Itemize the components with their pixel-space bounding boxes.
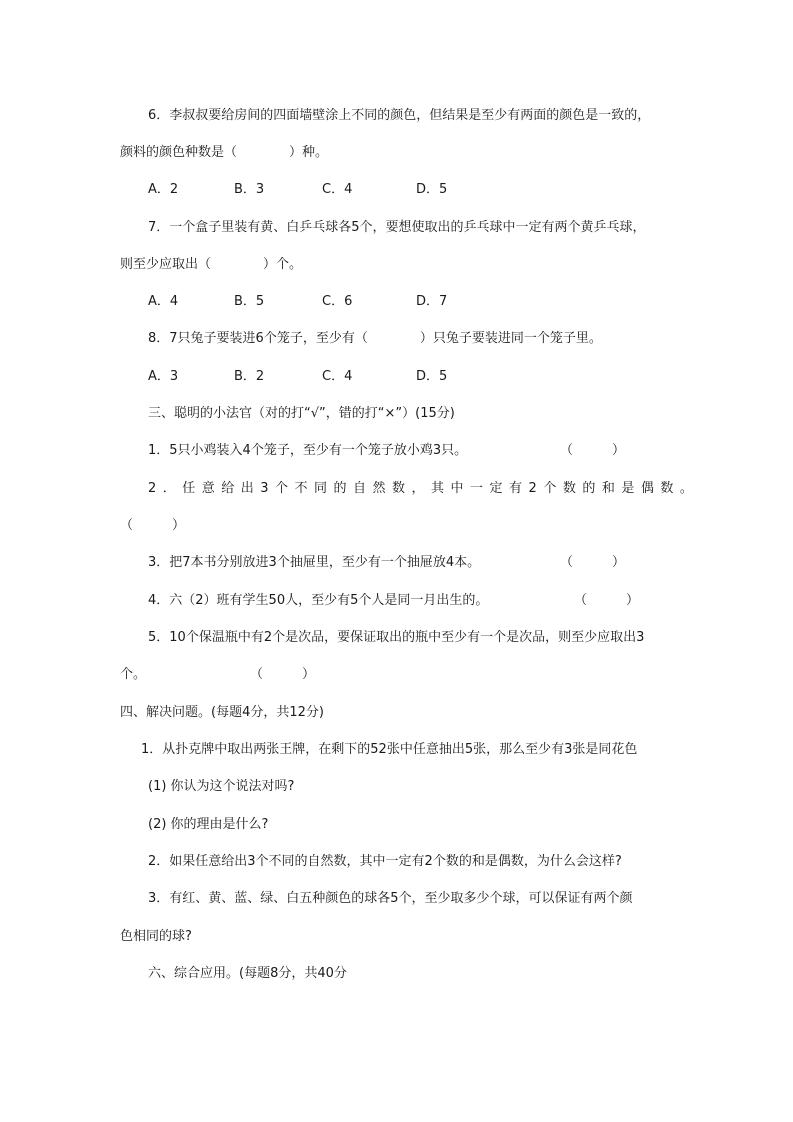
- q6-option-d: D．5: [416, 182, 448, 197]
- q7-option-d: D．7: [416, 294, 448, 309]
- q8-option-a: A．3: [148, 369, 179, 384]
- section3-item2-bracket: （ ）: [120, 518, 186, 533]
- section3-item5-text2: 个。: [120, 667, 147, 682]
- section4-q3-line1: 3．有红、黄、蓝、绿、白五种颜色的球各5个，至少取多少个球，可以保证有两个颜: [148, 891, 633, 906]
- section4-q3-line2: 色相同的球?: [120, 929, 192, 944]
- q6-line2: 颜料的颜色种数是（ ）种。: [120, 145, 329, 160]
- q7-line2: 则至少应取出（ ）个。: [120, 257, 303, 272]
- section3-item3-text: 3．把7本书分别放进3个抽屉里，至少有一个抽屉放4本。: [148, 555, 481, 570]
- section6-title: 六、综合应用。(每题8分，共40分: [148, 966, 347, 981]
- q6-line1: 6．李叔叔要给房间的四面墙壁涂上不同的颜色，但结果是至少有两面的颜色是一致的，: [148, 108, 651, 123]
- section4-q1-sub1: (1) 你认为这个说法对吗?: [148, 779, 295, 794]
- q8-line1: 8．7只兔子要装进6个笼子，至少有（ ）只兔子要装进同一个笼子里。: [148, 331, 602, 346]
- q7-option-c: C．6: [322, 294, 353, 309]
- section4-title: 四、解决问题。(每题4分，共12分): [120, 705, 324, 720]
- section3-item5-text: 5．10个保温瓶中有2个是次品，要保证取出的瓶中至少有一个是次品，则至少应取出3: [148, 630, 645, 645]
- section4-q1: 1．从扑克牌中取出两张王牌，在剩下的52张中任意抽出5张，那么至少有3张是同花色: [141, 742, 638, 757]
- section3-item2-text: 2．任意给出3个不同的自然数，其中一定有2个数的和是偶数。: [148, 481, 700, 496]
- q6-option-c: C．4: [322, 182, 353, 197]
- section3-title: 三、聪明的小法官（对的打“√”，错的打“×”）(15分): [148, 406, 455, 421]
- q7-option-a: A．4: [148, 294, 179, 309]
- q8-option-c: C．4: [322, 369, 353, 384]
- q7-option-b: B．5: [234, 294, 265, 309]
- section3-item4-text: 4．六（2）班有学生50人，至少有5个人是同一月出生的。: [148, 593, 489, 608]
- q6-option-a: A．2: [148, 182, 179, 197]
- section3-item1-text: 1．5只小鸡装入4个笼子，至少有一个笼子放小鸡3只。: [148, 443, 468, 458]
- q8-option-d: D．5: [416, 369, 448, 384]
- q8-option-b: B．2: [234, 369, 265, 384]
- section4-q1-sub2: (2) 你的理由是什么?: [148, 817, 269, 832]
- section3-item3-bracket: （ ）: [560, 555, 626, 570]
- q6-option-b: B．3: [234, 182, 265, 197]
- q7-line1: 7．一个盒子里装有黄、白乒乓球各5个，要想使取出的乒乓球中一定有两个黄乒乓球，: [148, 220, 646, 235]
- section3-item5-bracket: （ ）: [250, 667, 316, 682]
- section3-item4-bracket: （ ）: [574, 593, 640, 608]
- section4-q2: 2．如果任意给出3个不同的自然数，其中一定有2个数的和是偶数，为什么会这样?: [148, 854, 622, 869]
- section3-item1-bracket: （ ）: [560, 443, 626, 458]
